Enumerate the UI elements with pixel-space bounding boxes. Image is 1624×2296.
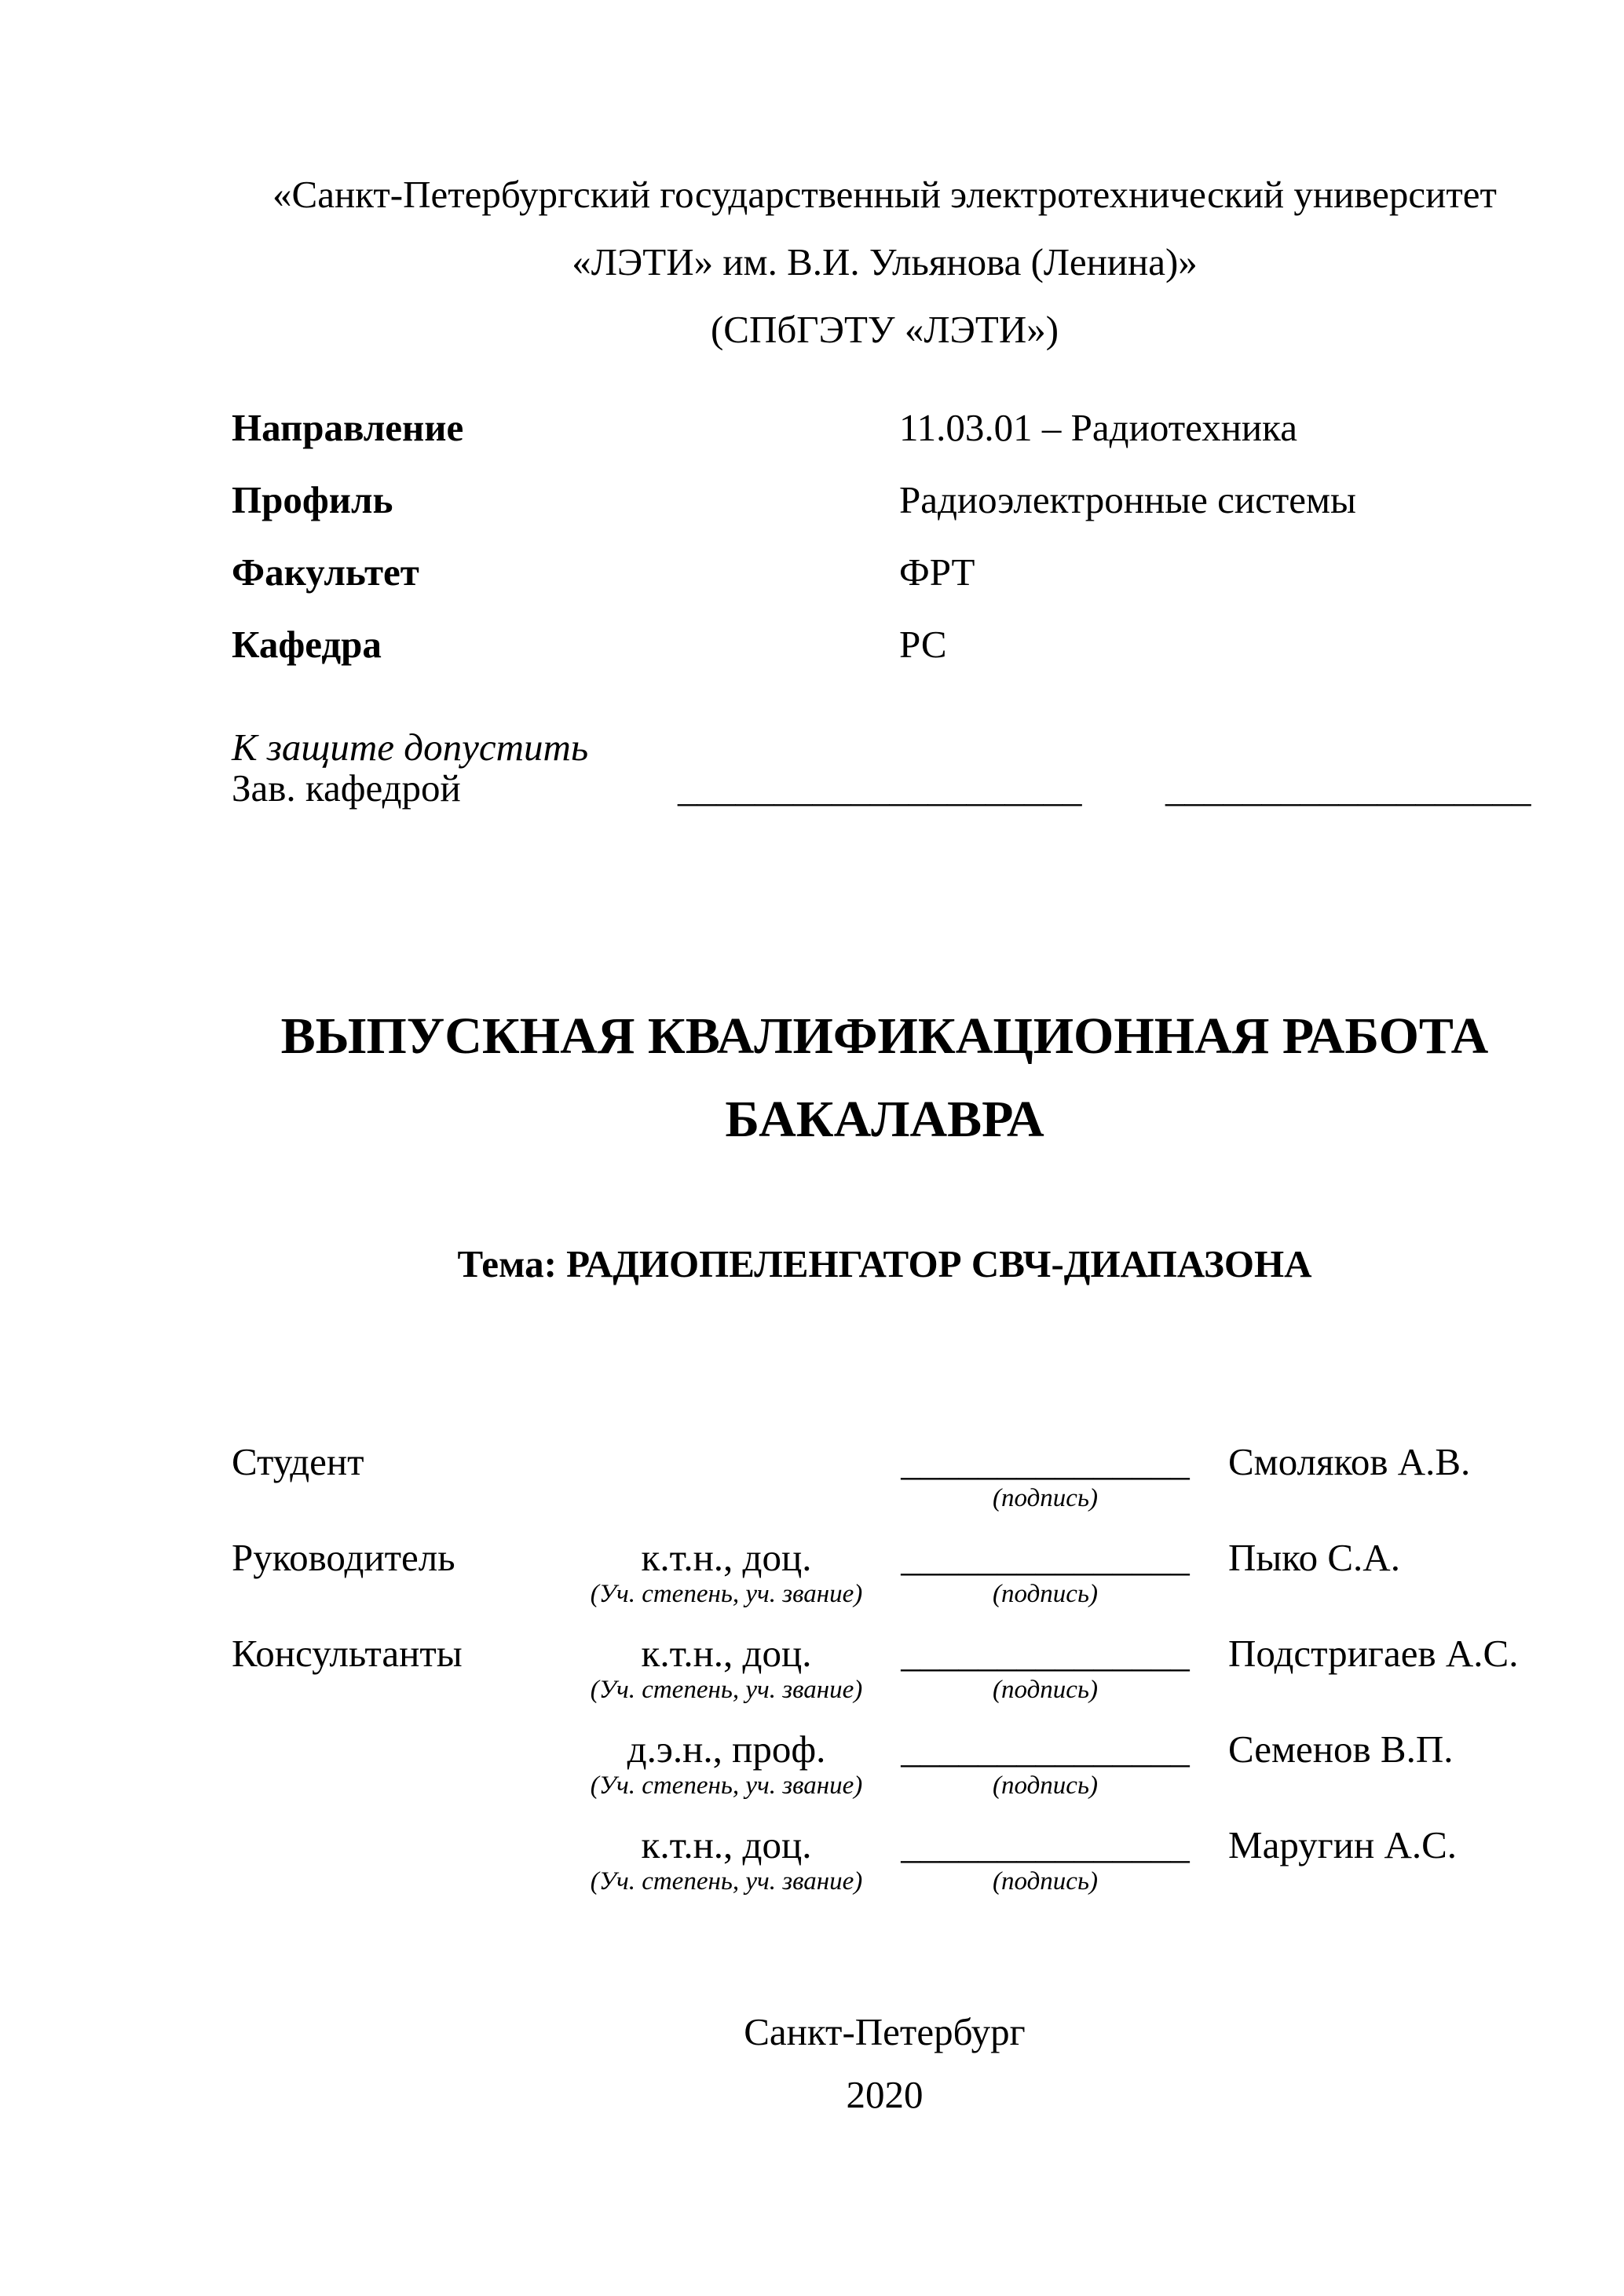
role-label: Студент	[232, 1440, 364, 1483]
department-head-label: Зав. кафедрой	[232, 766, 461, 810]
role-label	[232, 1730, 561, 1768]
signature-blank: _______________	[901, 1440, 1190, 1483]
admission-head-line	[232, 768, 1538, 809]
person-name: Семенов В.П.	[1228, 1727, 1454, 1771]
signature-row-supervisor	[232, 1538, 1538, 1607]
university-name-line-1: «Санкт-Петербургский государственный электротехнический университет	[272, 173, 1497, 216]
degree-label: к.т.н., доц.	[641, 1632, 812, 1675]
admission-block	[232, 727, 1538, 809]
thesis-title	[232, 1007, 1538, 1148]
field-value-profile: Радиоэлектронные системы	[899, 478, 1356, 521]
department-head-signature-blank: _____________________	[678, 766, 1082, 810]
signature-block	[232, 1442, 1538, 1895]
footer-year: 2020	[846, 2073, 924, 2116]
signature-caption: (подпись)	[993, 1771, 1098, 1800]
field-value-direction: 11.03.01 – Радиотехника	[899, 406, 1297, 449]
signature-row-student	[232, 1442, 1538, 1512]
signature-row-consultant-3	[232, 1823, 1538, 1896]
person-name: Маругин А.С.	[1228, 1823, 1458, 1866]
signature-row-consultant-1	[232, 1634, 1538, 1703]
department-head-name-blank: ___________________	[1165, 766, 1531, 810]
field-value-department: РС	[899, 623, 947, 666]
degree-caption: (Уч. степень, уч. звание)	[590, 1771, 863, 1800]
field-row-profile	[232, 478, 1538, 521]
footer	[232, 2010, 1538, 2116]
degree-label: к.т.н., доц.	[641, 1536, 812, 1579]
degree-caption: (Уч. степень, уч. звание)	[590, 1580, 863, 1608]
degree-label: к.т.н., доц.	[641, 1823, 812, 1866]
field-label-profile: Профиль	[232, 478, 393, 521]
footer-city: Санкт-Петербург	[744, 2010, 1026, 2053]
signature-caption: (подпись)	[993, 1676, 1098, 1704]
thesis-title-line-1: ВЫПУСКНАЯ КВАЛИФИКАЦИОННАЯ РАБОТА	[280, 1007, 1489, 1065]
field-label-department: Кафедра	[232, 623, 382, 666]
signature-blank: _______________	[901, 1536, 1190, 1579]
signature-blank: _______________	[901, 1727, 1190, 1771]
role-label: Руководитель	[232, 1536, 455, 1579]
degree-caption: (Уч. степень, уч. звание)	[590, 1676, 863, 1704]
person-name: Подстригаев А.С.	[1228, 1632, 1519, 1675]
field-label-faculty: Факультет	[232, 550, 419, 594]
person-name: Смоляков А.В.	[1228, 1440, 1471, 1483]
role-label	[232, 1826, 561, 1864]
program-fields	[232, 408, 1538, 664]
degree-label: д.э.н., проф.	[627, 1727, 826, 1771]
signature-caption: (подпись)	[993, 1867, 1098, 1896]
thesis-topic: Тема: РАДИОПЕЛЕНГАТОР СВЧ-ДИАПАЗОНА	[457, 1242, 1312, 1285]
university-header	[232, 161, 1538, 364]
degree-caption: (Уч. степень, уч. звание)	[590, 1867, 863, 1896]
field-row-faculty	[232, 550, 1538, 594]
field-value-faculty: ФРТ	[899, 550, 975, 594]
signature-blank: _______________	[901, 1823, 1190, 1866]
field-row-direction	[232, 408, 1538, 447]
signature-row-consultant-2	[232, 1727, 1538, 1800]
university-abbreviation: (СПбГЭТУ «ЛЭТИ»)	[710, 308, 1059, 351]
admission-approve-line: К защите допустить	[232, 726, 589, 769]
degree-label	[561, 1442, 891, 1481]
field-row-department	[232, 625, 1538, 664]
field-label-direction: Направление	[232, 406, 464, 449]
role-label: Консультанты	[232, 1632, 463, 1675]
signature-caption: (подпись)	[993, 1580, 1098, 1608]
signature-caption: (подпись)	[993, 1484, 1098, 1512]
person-name: Пыко С.А.	[1228, 1536, 1400, 1579]
university-name-line-2: «ЛЭТИ» им. В.И. Ульянова (Ленина)»	[572, 240, 1198, 283]
degree-caption	[561, 1486, 891, 1512]
signature-blank: _______________	[901, 1632, 1190, 1675]
thesis-title-line-2: БАКАЛАВРА	[725, 1091, 1044, 1148]
